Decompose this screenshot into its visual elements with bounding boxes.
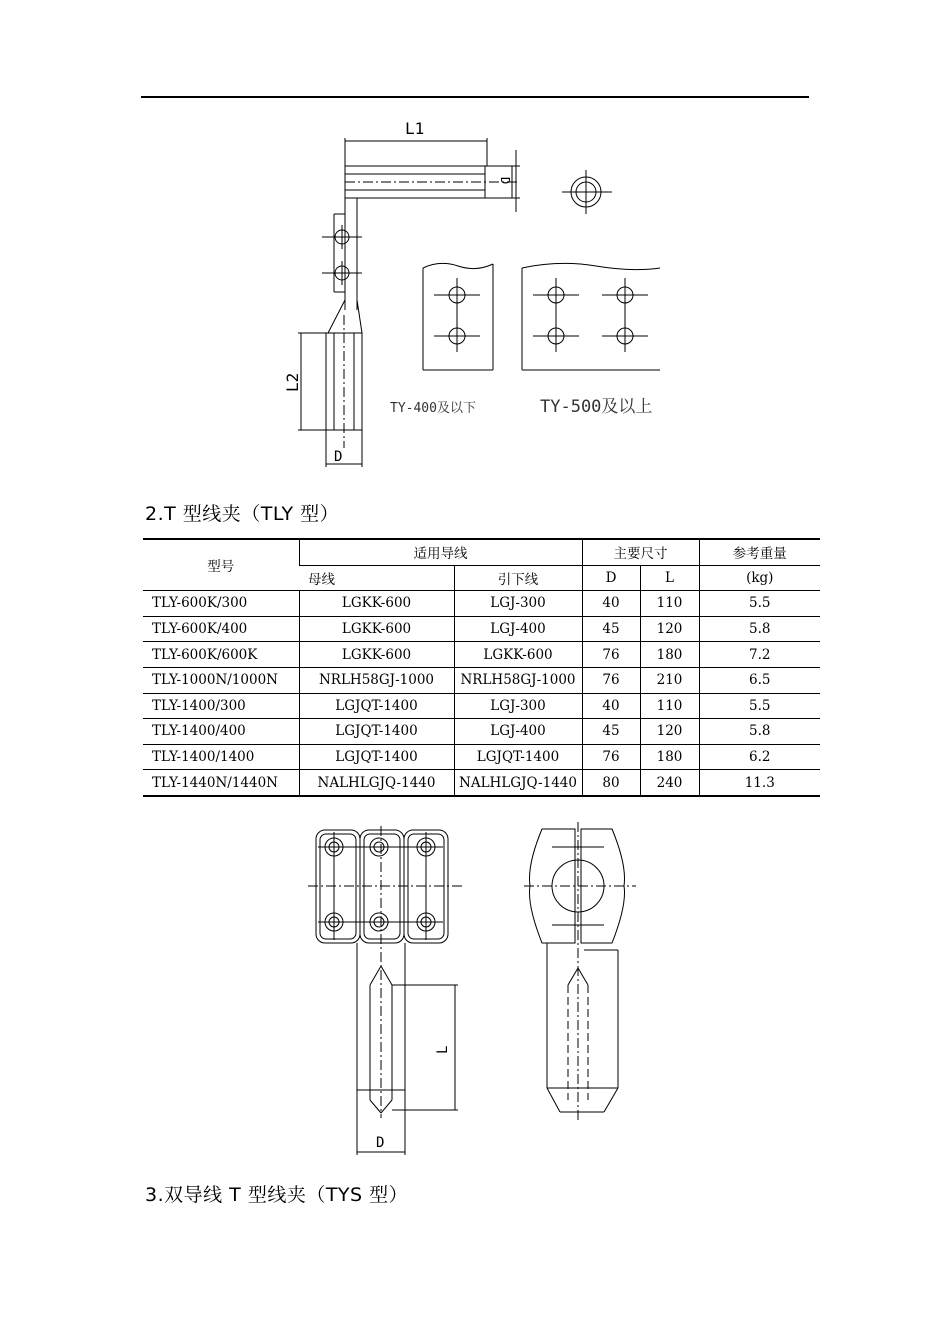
cell-busbar: LGJQT-1400: [299, 744, 454, 770]
cell-d: 40: [582, 591, 640, 617]
cell-model: TLY-600K/400: [143, 616, 299, 642]
dim-d: D: [376, 1135, 385, 1151]
cell-downlead: LGJ-300: [454, 591, 582, 617]
cell-model: TLY-1400/1400: [143, 744, 299, 770]
cell-d: 76: [582, 667, 640, 693]
dim-l1: L1: [405, 119, 425, 138]
cell-model: TLY-1400/300: [143, 693, 299, 719]
header-conductor: 适用导线: [299, 539, 582, 565]
tly-clamp-drawing: [300, 820, 650, 1160]
caption-ty400: TY-400及以下: [390, 401, 476, 416]
header-downlead: 引下线: [454, 565, 582, 591]
cell-busbar: LGKK-600: [299, 591, 454, 617]
cell-weight: 5.8: [699, 616, 820, 642]
cell-busbar: LGKK-600: [299, 642, 454, 668]
header-busbar: 母线: [299, 565, 454, 591]
dim-d-top: D: [498, 177, 512, 185]
table-row: [143, 744, 820, 770]
cell-l: 120: [640, 616, 699, 642]
cell-downlead: NRLH58GJ-1000: [454, 667, 582, 693]
cell-d: 45: [582, 616, 640, 642]
header-d: D: [582, 565, 640, 591]
cell-model: TLY-600K/600K: [143, 642, 299, 668]
table-row: [143, 642, 820, 668]
cell-busbar: LGKK-600: [299, 616, 454, 642]
cell-downlead: LGJ-300: [454, 693, 582, 719]
cell-d: 40: [582, 693, 640, 719]
cell-l: 110: [640, 693, 699, 719]
caption-ty500: TY-500及以上: [540, 397, 653, 417]
tly-spec-table: [143, 538, 820, 797]
header-l: L: [640, 565, 699, 591]
cell-busbar: NRLH58GJ-1000: [299, 667, 454, 693]
cell-downlead: LGJQT-1400: [454, 744, 582, 770]
header-rule: [141, 96, 809, 98]
cell-model: TLY-1000N/1000N: [143, 667, 299, 693]
cell-l: 180: [640, 642, 699, 668]
cell-downlead: NALHLGJQ-1440: [454, 770, 582, 796]
dim-l: L: [435, 1045, 451, 1054]
cell-busbar: NALHLGJQ-1440: [299, 770, 454, 796]
cell-l: 210: [640, 667, 699, 693]
header-weight-unit: (kg): [699, 565, 820, 591]
table-row: [143, 719, 820, 745]
table-row: [143, 693, 820, 719]
dim-l2: L2: [283, 372, 302, 392]
cell-weight: 5.8: [699, 719, 820, 745]
cell-weight: 6.2: [699, 744, 820, 770]
section-2-heading: 2.T 型线夹（TLY 型）: [145, 503, 340, 525]
dim-d-bottom: D: [334, 449, 343, 465]
cell-downlead: LGJ-400: [454, 616, 582, 642]
cell-busbar: LGJQT-1400: [299, 719, 454, 745]
header-weight: 参考重量: [699, 539, 820, 565]
cell-d: 76: [582, 744, 640, 770]
cell-d: 80: [582, 770, 640, 796]
cell-weight: 11.3: [699, 770, 820, 796]
cell-model: TLY-600K/300: [143, 591, 299, 617]
cell-d: 76: [582, 642, 640, 668]
cell-weight: 5.5: [699, 693, 820, 719]
cell-downlead: LGKK-600: [454, 642, 582, 668]
cell-l: 110: [640, 591, 699, 617]
table-row: [143, 616, 820, 642]
header-model: 型号: [143, 539, 299, 591]
section-3-heading: 3.双导线 T 型线夹（TYS 型）: [145, 1184, 409, 1206]
cell-weight: 6.5: [699, 667, 820, 693]
table-row: [143, 667, 820, 693]
cell-l: 240: [640, 770, 699, 796]
table-row: [143, 770, 820, 796]
cell-d: 45: [582, 719, 640, 745]
cell-weight: 7.2: [699, 642, 820, 668]
header-main-dims: 主要尺寸: [582, 539, 699, 565]
cell-weight: 5.5: [699, 591, 820, 617]
cell-l: 180: [640, 744, 699, 770]
cell-downlead: LGJ-400: [454, 719, 582, 745]
cell-model: TLY-1400/400: [143, 719, 299, 745]
table-row: [143, 591, 820, 617]
cell-busbar: LGJQT-1400: [299, 693, 454, 719]
cell-l: 120: [640, 719, 699, 745]
cell-model: TLY-1440N/1440N: [143, 770, 299, 796]
ty-clamp-drawing: [270, 110, 690, 475]
